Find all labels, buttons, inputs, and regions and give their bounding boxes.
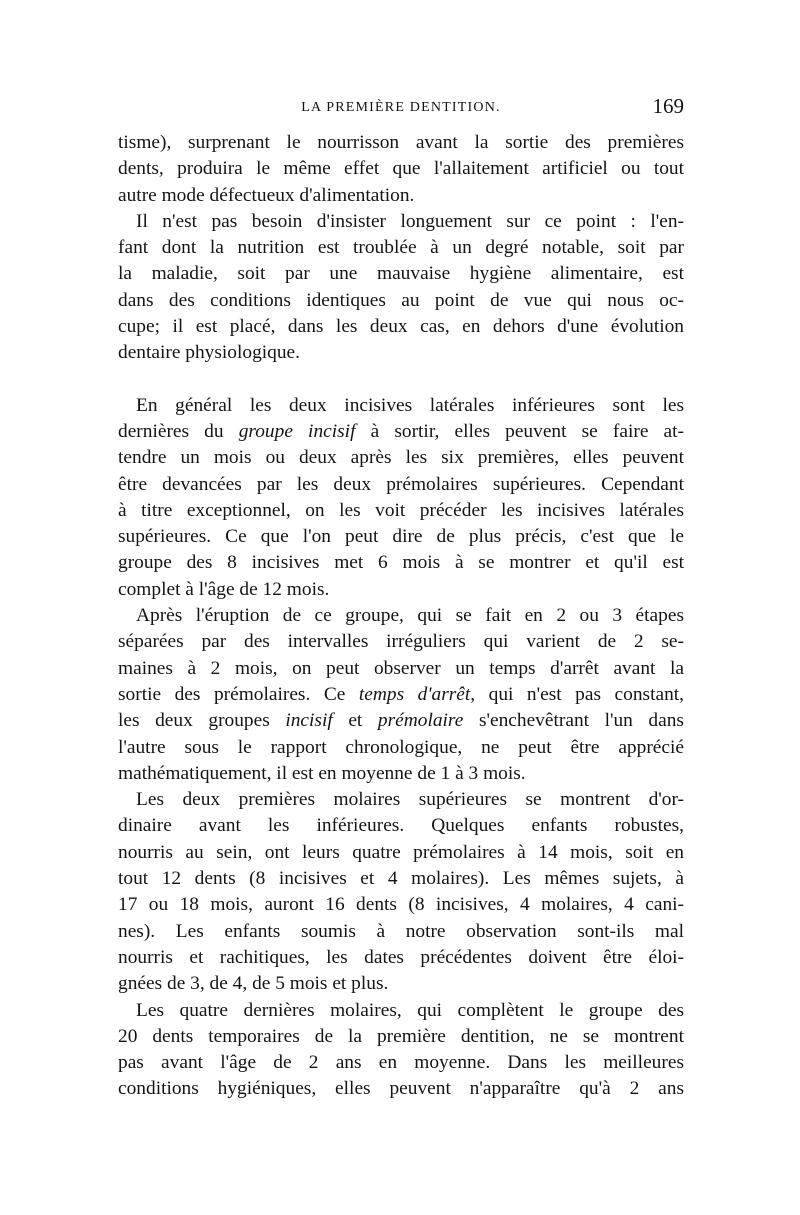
italic-term: prémolaire	[377, 710, 464, 732]
text-line: la maladie, soit par une mauvaise hygiène alimentaire, est	[118, 263, 684, 285]
text-line: cupe; il est placé, dans les deux cas, en dehors d'une évolution	[118, 316, 684, 338]
paragraph	[118, 787, 684, 997]
italic-term: incisif	[285, 710, 333, 732]
text-line: dentaire physiologique.	[118, 342, 301, 364]
text-line: supérieures. Ce que l'on peut dire de plus précis, c'est que le	[118, 526, 684, 548]
page-body	[118, 130, 684, 1103]
paragraph	[118, 998, 684, 1103]
text-run: les deux groupes	[118, 710, 270, 732]
text-line: 20 dents temporaires de la première dentition, ne se montrent	[118, 1025, 684, 1047]
paragraph	[118, 130, 684, 209]
italic-term: temps d'arrêt	[358, 683, 471, 705]
text-line: tout 12 dents (8 incisives et 4 molaires). Les mêmes sujets, à	[118, 868, 684, 890]
text-line: tisme), surprenant le nourrisson avant la sortie des premières	[118, 132, 684, 153]
text-line: séparées par des intervalles irréguliers qui varient de 2 se-	[118, 631, 684, 653]
text-line: être devancées par les deux prémolaires supérieures. Cependant	[118, 473, 684, 495]
paragraph	[118, 393, 684, 603]
running-title: LA PREMIÈRE DENTITION.	[301, 100, 501, 115]
text-line	[118, 419, 684, 445]
text-line: nourris et rachitiques, les dates précédentes doivent être éloi-	[118, 946, 684, 968]
page-number: 169	[652, 94, 684, 118]
text-line: Les deux premières molaires supérieures se montrent d'or-	[136, 789, 684, 811]
text-line: En général les deux incisives latérales inférieures sont les	[136, 394, 684, 416]
text-line: autre mode défectueux d'alimentation.	[118, 184, 415, 206]
text-line: nes). Les enfants soumis à notre observation sont-ils mal	[118, 920, 684, 942]
paragraph-gap	[118, 367, 684, 393]
text-line: fant dont la nutrition est troublée à un degré notable, soit par	[118, 237, 684, 259]
text-line: tendre un mois ou deux après les six premières, elles peuvent	[118, 447, 684, 469]
text-line: l'autre sous le rapport chronologique, ne peut être apprécié	[118, 736, 684, 758]
text-line: nourris au sein, ont leurs quatre prémolaires à 14 mois, soit en	[118, 841, 684, 863]
text-run: s'enchevêtrant l'un dans	[478, 710, 684, 732]
text-line: 17 ou 18 mois, auront 16 dents (8 incisives, 4 molaires, 4 cani-	[118, 894, 684, 916]
text-line: gnées de 3, de 4, de 5 mois et plus.	[118, 973, 389, 995]
text-line: pas avant l'âge de 2 ans en moyenne. Dans les meilleures	[118, 1052, 684, 1074]
text-line: dents, produira le même effet que l'allaitement artificiel ou tout	[118, 158, 684, 180]
italic-term: groupe incisif	[238, 420, 356, 442]
text-line: dans des conditions identiques au point de vue qui nous oc-	[118, 289, 684, 311]
text-run: à sortir, elles peuvent se faire at-	[370, 420, 685, 442]
text-run: sortie des prémolaires. Ce	[118, 683, 346, 705]
text-line: Les quatre dernières molaires, qui complètent le groupe des	[136, 999, 684, 1021]
text-run: , qui n'est pas constant,	[470, 683, 684, 705]
text-line	[118, 708, 684, 734]
page-header	[118, 94, 684, 124]
paragraph	[118, 603, 684, 787]
text-line: groupe des 8 incisives met 6 mois à se montrer et qu'il est	[118, 552, 684, 574]
text-line: dinaire avant les inférieures. Quelques enfants robustes,	[118, 815, 684, 837]
text-run: et	[348, 710, 363, 732]
text-run: dernières du	[118, 420, 224, 442]
text-line: complet à l'âge de 12 mois.	[118, 578, 330, 600]
paragraph	[118, 209, 684, 367]
text-line: à titre exceptionnel, on les voit précéder les incisives latérales	[118, 499, 684, 521]
text-line	[118, 682, 684, 708]
text-line: maines à 2 mois, on peut observer un temps d'arrêt avant la	[118, 657, 684, 679]
text-line: mathématiquement, il est en moyenne de 1 à 3 mois.	[118, 762, 526, 784]
text-line: conditions hygiéniques, elles peuvent n'apparaître qu'à 2 ans	[118, 1078, 684, 1100]
text-line: Il n'est pas besoin d'insister longuement sur ce point : l'en-	[136, 210, 684, 232]
text-line: Après l'éruption de ce groupe, qui se fait en 2 ou 3 étapes	[136, 605, 684, 627]
